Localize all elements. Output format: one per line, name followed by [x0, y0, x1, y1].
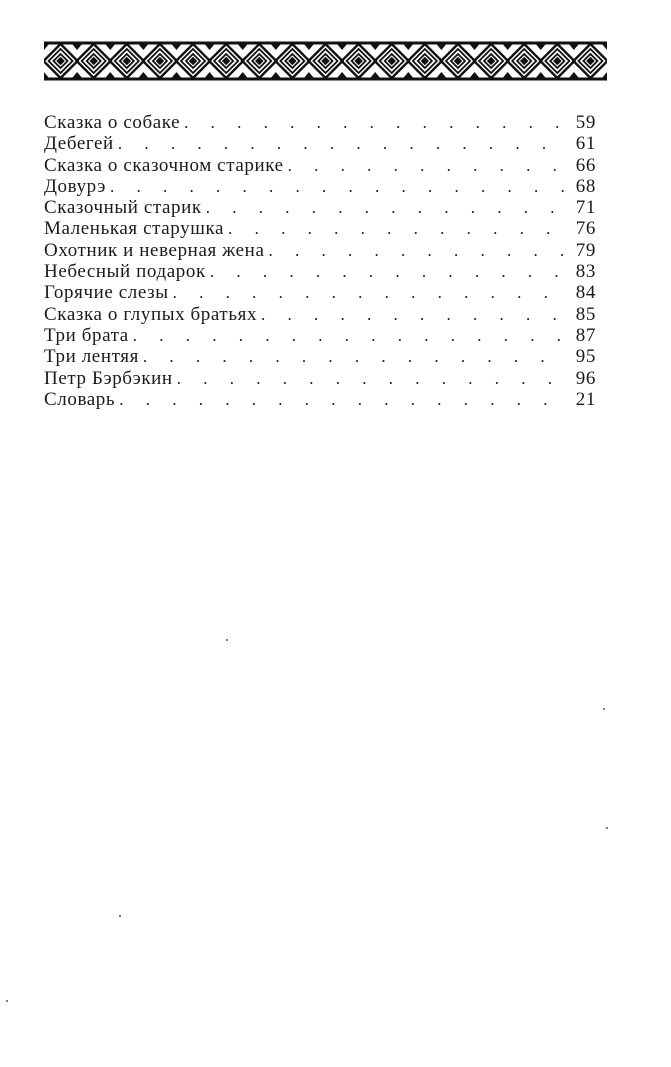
toc-entry	[44, 261, 596, 282]
toc-entry	[44, 240, 596, 261]
dot-leader	[110, 176, 564, 197]
toc-entry-title: Горячие слезы	[44, 282, 169, 304]
dot-leader	[173, 282, 564, 303]
dot-leader	[119, 389, 564, 410]
toc-entry	[44, 133, 596, 154]
dot-leader	[177, 368, 564, 389]
print-speck	[119, 915, 121, 917]
toc-entry-title: Словарь	[44, 388, 116, 410]
toc-entry	[44, 346, 596, 367]
toc-entry-page: 68	[575, 175, 596, 197]
toc-entry-title: Сказка о сказочном старике	[44, 154, 284, 176]
dot-leader	[184, 112, 564, 133]
dot-leader	[210, 261, 564, 282]
print-speck	[226, 639, 228, 641]
toc-entry	[44, 368, 596, 389]
toc-entry-page: 85	[575, 303, 596, 325]
toc-entry-page: 95	[575, 346, 596, 368]
toc-entry-title: Довурэ	[44, 175, 107, 197]
toc-entry-title: Охотник и неверная жена	[44, 239, 265, 261]
toc-entry-page: 59	[575, 112, 596, 133]
toc-entry	[44, 389, 596, 410]
dot-leader	[133, 325, 564, 346]
toc-entry-page: 87	[575, 324, 596, 346]
dot-leader	[268, 240, 564, 261]
toc-entry-title: Три брата	[44, 324, 129, 346]
toc-entry	[44, 325, 596, 346]
dot-leader	[261, 304, 564, 325]
toc-entry	[44, 112, 596, 133]
table-of-contents	[44, 112, 596, 410]
print-speck	[606, 827, 608, 829]
dot-leader	[288, 155, 564, 176]
toc-entry-page: 84	[575, 282, 596, 304]
toc-entry-page: 66	[575, 154, 596, 176]
toc-entry-title: Сказка о собаке	[44, 112, 181, 133]
toc-entry-title: Сказочный старик	[44, 197, 202, 219]
toc-entry-page: 96	[575, 367, 596, 389]
toc-entry	[44, 218, 596, 239]
toc-entry	[44, 176, 596, 197]
toc-entry-page: 83	[575, 261, 596, 283]
dot-leader	[206, 197, 564, 218]
toc-entry-title: Маленькая старушка	[44, 218, 225, 240]
print-speck	[603, 708, 605, 710]
diamond-band-ornament-icon	[44, 40, 607, 82]
print-speck	[6, 1000, 8, 1002]
toc-entry	[44, 197, 596, 218]
toc-entry	[44, 282, 596, 303]
toc-entry-title: Петр Бэрбэкин	[44, 367, 173, 389]
toc-entry-title: Небесный подарок	[44, 261, 206, 283]
toc-entry-page: 61	[575, 133, 596, 155]
toc-entry-page: 71	[575, 197, 596, 219]
toc-entry-title: Дебегей	[44, 133, 114, 155]
toc-entry-page: 21	[575, 388, 596, 410]
toc-entry-title: Сказка о глупых братьях	[44, 303, 258, 325]
toc-entry-page: 79	[575, 239, 596, 261]
dot-leader	[118, 133, 564, 154]
dot-leader	[228, 218, 564, 239]
toc-entry-page: 76	[575, 218, 596, 240]
dot-leader	[143, 346, 564, 367]
toc-entry-title: Три лентяя	[44, 346, 139, 368]
toc-entry	[44, 304, 596, 325]
toc-entry	[44, 155, 596, 176]
